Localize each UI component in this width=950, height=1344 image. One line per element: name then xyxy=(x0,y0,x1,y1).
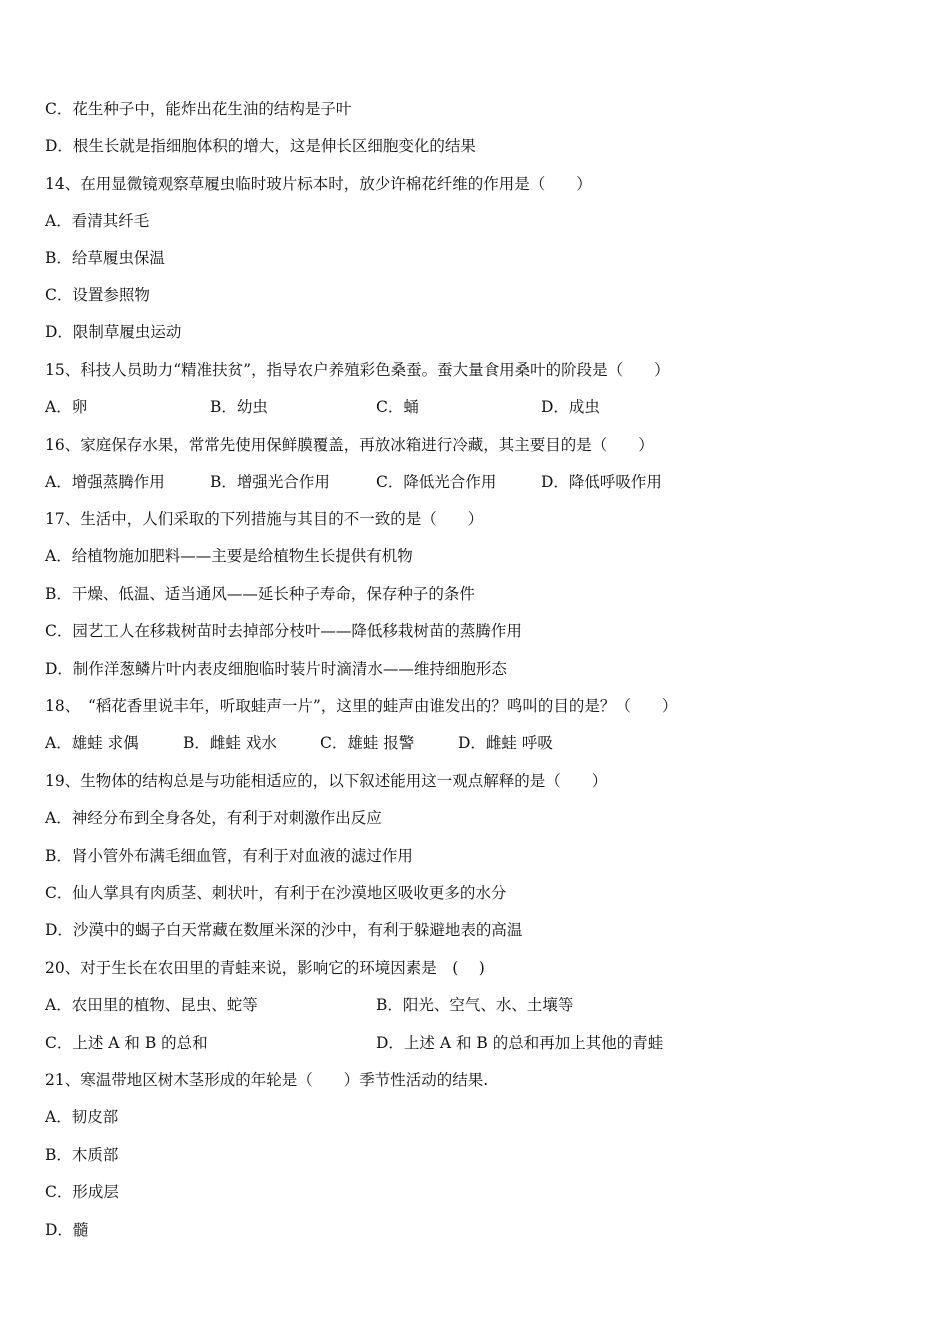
q20-stem: 20、对于生长在农田里的青蛙来说，影响它的环境因素是 ( ) xyxy=(45,959,485,977)
q18-option-c: C．雄蛙 报警 xyxy=(320,734,415,752)
q16-option-d: D．降低呼吸作用 xyxy=(541,473,662,491)
q17-option-d: D．制作洋葱鳞片叶内表皮细胞临时装片时滴清水——维持细胞形态 xyxy=(45,660,507,678)
q19-stem: 19、生物体的结构总是与功能相适应的，以下叙述能用这一观点解释的是（ ） xyxy=(45,772,608,790)
q13-option-d: D．根生长就是指细胞体积的增大，这是伸长区细胞变化的结果 xyxy=(45,137,476,155)
q17-option-a: A．给植物施加肥料——主要是给植物生长提供有机物 xyxy=(45,547,413,565)
q14-option-d: D．限制草履虫运动 xyxy=(45,323,182,341)
q16-options xyxy=(45,471,905,493)
q16-option-b: B．增强光合作用 xyxy=(210,473,330,491)
q14-stem: 14、在用显微镜观察草履虫临时玻片标本时，放少许棉花纤维的作用是（ ） xyxy=(45,175,592,193)
q21-option-b: B．木质部 xyxy=(45,1146,119,1164)
q17-option-c: C．园艺工人在移栽树苗时去掉部分枝叶——降低移栽树苗的蒸腾作用 xyxy=(45,622,522,640)
q19-option-c: C．仙人掌具有肉质茎、刺状叶，有利于在沙漠地区吸收更多的水分 xyxy=(45,884,507,902)
q15-stem: 15、科技人员助力“精准扶贫”，指导农户养殖彩色桑蚕。蚕大量食用桑叶的阶段是（ ） xyxy=(45,361,670,379)
q16-option-c: C．降低光合作用 xyxy=(376,473,497,491)
q21-stem: 21、寒温带地区树木茎形成的年轮是（ ）季节性活动的结果. xyxy=(45,1071,489,1089)
q17-stem: 17、生活中，人们采取的下列措施与其目的不一致的是（ ） xyxy=(45,510,484,528)
q18-stem: 18、 “稻花香里说丰年，听取蛙声一片”，这里的蛙声由谁发出的？鸣叫的目的是？（ ） xyxy=(45,697,678,715)
q13-option-c: C．花生种子中，能炸出花生油的结构是子叶 xyxy=(45,100,352,118)
q21-option-c: C．形成层 xyxy=(45,1183,119,1201)
q18-options xyxy=(45,732,905,754)
q14-option-b: B．给草履虫保温 xyxy=(45,249,165,267)
q20-options-row2 xyxy=(45,1032,905,1054)
q21-option-d: D．髓 xyxy=(45,1221,89,1239)
q16-stem: 16、家庭保存水果，常常先使用保鲜膜覆盖，再放冰箱进行冷藏，其主要目的是（ ） xyxy=(45,436,654,454)
q20-option-b: B．阳光、空气、水、土壤等 xyxy=(376,996,574,1014)
q18-option-b: B．雌蛙 戏水 xyxy=(183,734,277,752)
q20-option-d: D．上述 A 和 B 的总和再加上其他的青蛙 xyxy=(376,1034,664,1052)
q15-option-d: D．成虫 xyxy=(541,398,600,416)
q18-option-d: D．雌蛙 呼吸 xyxy=(458,734,553,752)
q15-option-b: B．幼虫 xyxy=(210,398,268,416)
q20-option-c: C．上述 A 和 B 的总和 xyxy=(45,1034,208,1052)
q14-option-a: A．看清其纤毛 xyxy=(45,212,150,230)
q16-option-a: A．增强蒸腾作用 xyxy=(45,473,165,491)
q20-option-a: A．农田里的植物、昆虫、蛇等 xyxy=(45,996,258,1014)
q18-option-a: A．雄蛙 求偶 xyxy=(45,734,139,752)
q15-option-c: C．蛹 xyxy=(376,398,419,416)
q14-option-c: C．设置参照物 xyxy=(45,286,150,304)
q19-option-b: B．肾小管外布满毛细血管，有利于对血液的滤过作用 xyxy=(45,847,413,865)
q17-option-b: B．干燥、低温、适当通风——延长种子寿命，保存种子的条件 xyxy=(45,585,475,603)
q15-option-a: A．卵 xyxy=(45,398,88,416)
q19-option-a: A．神经分布到全身各处，有利于对刺激作出反应 xyxy=(45,809,382,827)
q19-option-d: D．沙漠中的蝎子白天常藏在数厘米深的沙中，有利于躲避地表的高温 xyxy=(45,921,523,939)
q21-option-a: A．韧皮部 xyxy=(45,1108,119,1126)
q20-options-row1 xyxy=(45,994,905,1016)
q15-options xyxy=(45,396,905,418)
